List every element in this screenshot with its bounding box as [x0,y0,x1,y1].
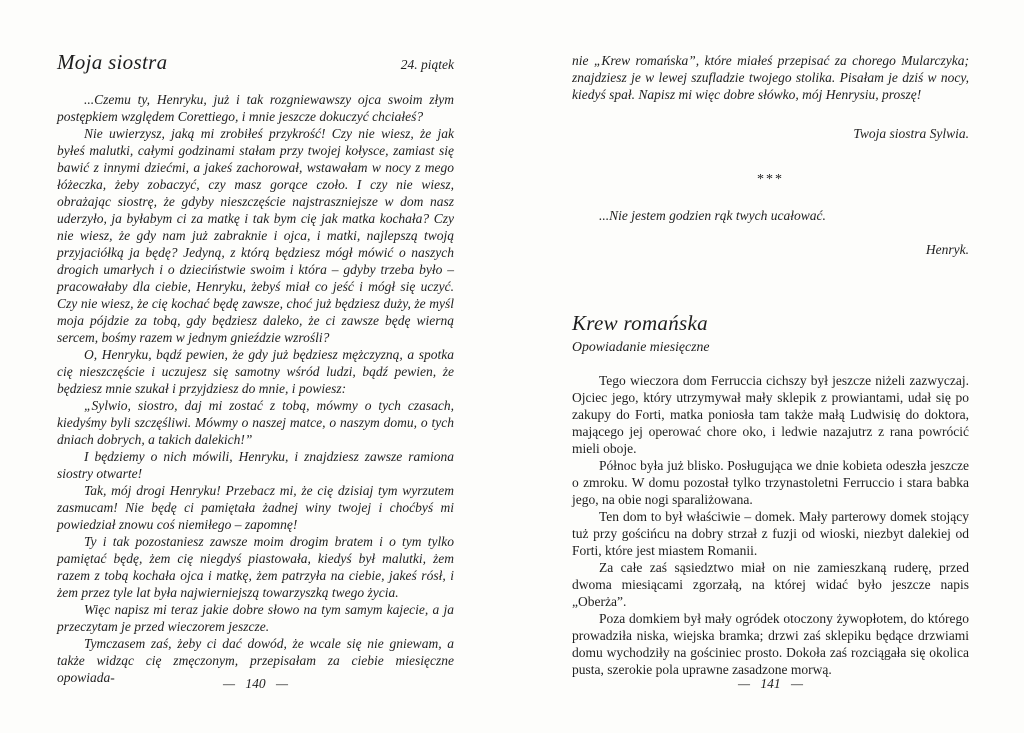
letter-paragraph: Tak, mój drogi Henryku! Przebacz mi, że cię dzisiaj tym wyrzutem zasmucam! Nie będę ci pamiętała żadnej winy twojej i choćbyś mi powiedział znowu coś niemiłego – zapomnę! [57,483,454,532]
story-paragraph: Ten dom to był właściwie – domek. Mały parterowy domek stojący tuż przy gościńcu na dobry strzał z fuzji od wioski, niezbyt dalekiej od Forti, które jest miastem Romanii. [572,509,969,558]
chapter-header [57,50,454,75]
story-body [572,372,969,678]
story-paragraph: Za całe zaś sąsiedztwo miał on nie zamieszkaną ruderę, przed dwoma miesiącami zgorzałą, na której widać było jeszcze napis „Oberża”. [572,560,969,609]
page-right [572,52,969,678]
chapter-title: Moja siostra [57,50,168,74]
section-separator: *** [757,172,784,187]
letter-signature: Twoja siostra Sylwia. [853,126,969,141]
letter-continuation-paragraph: nie „Krew romańska”, które miałeś przepisać za chorego Mularczyka; znajdziesz je w lewej szufladzie twojego stolika. Pisałam je dziś w nocy, kiedyś spał. Napisz mi więc dobre słówko, mój Henrysiu, proszę! [572,53,969,102]
story-subtitle: Opowiadanie miesięczne [572,339,710,354]
story-title: Krew romańska [572,311,708,335]
reply-line: ...Nie jestem godzien rąk twych ucałować. [599,208,826,223]
letter-paragraph: I będziemy o nich mówili, Henryku, i znajdziesz zawsze ramiona siostry otwarte! [57,449,454,481]
page-left [57,50,454,686]
story-paragraph: Poza domkiem był mały ogródek otoczony żywopłotem, do którego prowadziła niska, wiejska bramka; drzwi zaś sklepiku będące drzwiami domu wychodziły na gościniec prosto. Dokoła zaś rozciągała się okolica pusta, szerokie pola uprawne zasadzone morwą. [572,611,969,677]
story-paragraph: Tego wieczora dom Ferruccia cichszy był jeszcze niżeli zazwyczaj. Ojciec jego, który utrzymywał mały sklepik z prowiantami, udał się po zakupy do Forti, matka poniosła tam także małą Ludwisię do doktora, mającego jej operować chore oko, i ledwie nazajutrz z rana powrócić mieli oboje. [572,373,969,456]
letter-paragraph: O, Henryku, bądź pewien, że gdy już będziesz mężczyzną, a spotka cię nieszczęście i uczujesz się samotny wśród ludzi, bądź pewien, że będziesz mnie szukał i przyjdziesz do mnie, i powiesz: [57,347,454,396]
letter-paragraph: Ty i tak pozostaniesz zawsze moim drogim bratem i o tym tylko pamiętać będę, żem cię niegdyś piastowała, kiedyś był malutki, żem razem z tobą kochała ojca i matkę, żem patrzyła na ciebie, jakeś rósł, i żem przez tyle lat była najwierniejszą towarzyszką twego życia. [57,534,454,600]
letter-paragraph: „Sylwio, siostro, daj mi zostać z tobą, mówmy o tych czasach, kiedyśmy byli szczęśliwi. Mówmy o naszej matce, o naszym domu, o tych dniach dobrych, a takich dalekich!” [57,398,454,447]
letter-paragraph: Tymczasem zaś, żeby ci dać dowód, że wcale się nie gniewam, a także widząc cię zmęczonym, przepisałam za ciebie miesięczne opowiada- [57,636,454,685]
story-paragraph: Północ była już blisko. Posługująca we dnie kobieta odeszła jeszcze o zmroku. W domu pozostał tylko trzynastoletni Ferruccio i stara babka jego, na obie nogi sparaliżowana. [572,458,969,507]
chapter-date: 24. piątek [400,57,454,72]
reply-signature: Henryk. [925,242,969,257]
letter-paragraph: Więc napisz mi teraz jakie dobre słowo na tym samym kajecie, a ja przeczytam je przed wieczorem jeszcze. [57,602,454,634]
letter-paragraph: ...Czemu ty, Henryku, już i tak rozgniewawszy ojca swoim złym postępkiem względem Corettiego, i mnie jeszcze dokuczyć chciałeś? [57,92,454,124]
letter-paragraph: Nie uwierzysz, jaką mi zrobiłeś przykrość! Czy nie wiesz, że jak byłeś malutki, całymi godzinami stałam przy twojej kołysce, zamiast się bawić z innymi dziećmi, a jakeś zachorował, wstawałam w nocy z mego łóżeczka, żeby zobaczyć, czy masz gorące czoło. I czy nie wiesz, obrażając siostrę, że gdyby nieszczęście najstraszniejsze w dom nasz uderzyło, ja byłabym ci za matkę i tak bym cię jak matka kochała? Czy nie wiesz, że gdy nam już zabraknie i ojca, i matki, najlepszą twoją przyjaciółką ja będę? Jedyną, z którą będziesz mógł mówić o naszych drogich umarłych i o dzieciństwie swoim i która – gdyby trzeba było – pracowałaby dla ciebie, Henryku, żebyś miał co jeść i mógł się uczyć. Czy nie wiesz, że cię kochać będę zawsze, choć już będziesz duży, że myśl moja pójdzie za tobą, gdy będziesz daleko, że ci zawsze będę wierną sercem, bośmy razem w jednym gnieździe wzrośli? [57,126,454,345]
page-number-right: — 141 — [737,676,803,691]
page-number-left: — 140 — [222,676,288,691]
